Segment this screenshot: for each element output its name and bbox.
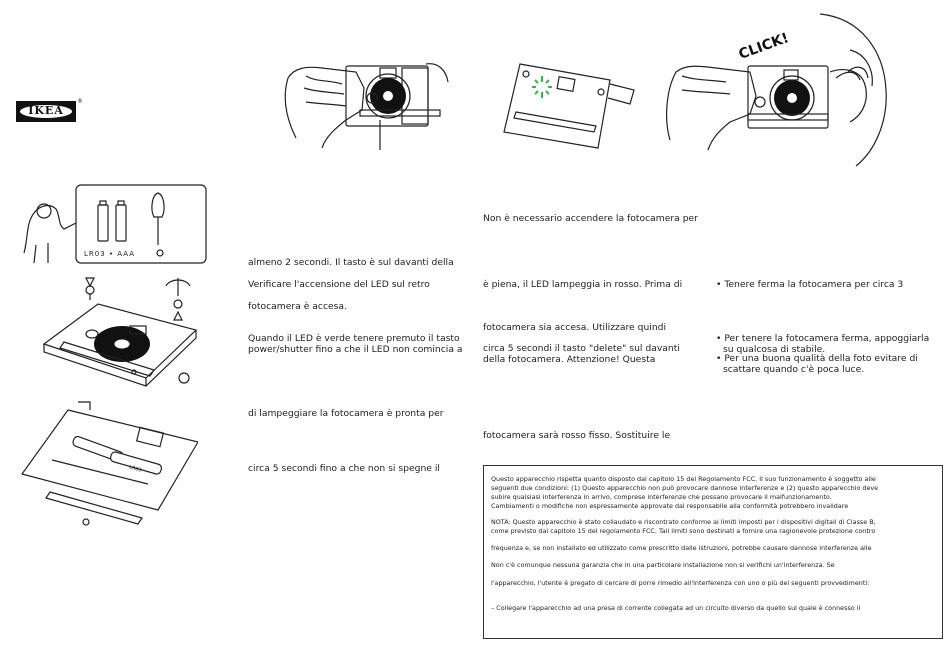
bullet-3: • Per una buona qualità della foto evitare di	[716, 353, 918, 364]
left-paragraph-6: circa 5 secondi fino a che non si spegne il	[248, 463, 440, 474]
battery-small-label: LR03	[128, 464, 143, 474]
bullet-2: • Per tenere la fotocamera ferma, appoggiarla	[716, 333, 930, 344]
left-paragraph-4b: power/shutter fino a che il LED non comincia a	[248, 344, 463, 355]
left-paragraph-2: Verificare l'accensione del LED sul retro	[248, 279, 430, 290]
registered-mark: ®	[77, 98, 83, 105]
illustration-hold-camera-front	[276, 58, 452, 150]
mid-paragraph-1: Non è necessario accendere la fotocamera per	[483, 213, 698, 224]
illustration-camera-back-led	[498, 62, 640, 152]
fcc-line-10: – Collegare l'apparecchio ad una presa di corrente collegata ad un circuito diverso da quello sul quale è connesso il	[491, 604, 861, 612]
bullet-2-cont: su qualcosa di stabile.	[723, 344, 826, 355]
logo-text: IKEA	[28, 104, 64, 117]
left-paragraph-1: almeno 2 secondi. Il tasto è sul davanti della	[248, 257, 454, 268]
bullet-1-text: Tenere ferma la fotocamera per circa 3	[724, 279, 904, 290]
illustration-remove-screws	[38, 266, 203, 402]
fcc-line-3: subire qualsiasi interferenza in arrivo, comprese interferenze che possano provocare il malfunzionamento.	[491, 493, 832, 501]
bullet-2-text: Per tenere la fotocamera ferma, appoggiarla	[724, 333, 930, 344]
illustration-taking-photo	[660, 10, 910, 170]
fcc-line-1: Questo apparecchio rispetta quanto disposto dal capitolo 15 del Regolamento FCC. Il suo funzionamento è soggetto alle	[491, 475, 876, 483]
mid-paragraph-3: fotocamera sia accesa. Utilizzare quindi	[483, 322, 667, 333]
mid-paragraph-2: è piena, il LED lampeggia in rosso. Prima di	[483, 279, 683, 290]
fcc-line-4: Cambiamenti o modifiche non espressamente approvate dal responsabile alla conformità potrebbero invalidare	[491, 502, 849, 510]
fcc-notice-box	[483, 465, 943, 639]
ikea-logo	[16, 101, 76, 122]
fcc-line-9: l'apparecchio, l'utente è pregato di cercare di porre rimedio all'interferenza con uno o più dei seguenti provvedimenti:	[491, 579, 870, 587]
mid-paragraph-4b: della fotocamera. Attenzione! Questa	[483, 354, 656, 365]
fcc-line-2: seguenti due condizioni: (1) Questo apparecchio non può provocare dannose interferenze e (2) questo apparecchio deve	[491, 484, 879, 492]
bullet-3-cont: scattare quando c'è poca luce.	[723, 364, 865, 375]
bullet-1: • Tenere ferma la fotocamera per circa 3	[716, 279, 904, 290]
illustration-insert-batteries	[18, 400, 198, 526]
mid-paragraph-4a: circa 5 secondi il tasto "delete" sul davanti	[483, 343, 680, 354]
left-paragraph-4a: Quando il LED è verde tenere premuto il tasto	[248, 333, 460, 344]
left-paragraph-3: fotocamera è accesa.	[248, 301, 347, 312]
fcc-line-6: come previsto dal capitolo 15 del regolamento FCC. Tali limiti sono destinati a fornire una ragionevole protezione contro	[491, 527, 876, 535]
click-label: CLICK!	[736, 30, 791, 63]
bullet-3-text: Per una buona qualità della foto evitare di	[724, 353, 918, 364]
mid-paragraph-5: fotocamera sarà rosso fisso. Sostituire le	[483, 430, 671, 441]
left-paragraph-5: di lampeggiare la fotocamera è pronta per	[248, 408, 444, 419]
fcc-line-8: Non c'è comunque nessuna garanzia che in una particolare installazione non si verifichi un'interferenza. Se	[491, 561, 835, 569]
fcc-line-7: frequenza e, se non installato ed utilizzato come prescritto dalle istruzioni, potrebbe causare dannose interferenze alle	[491, 544, 872, 552]
fcc-line-5: NOTA: Questo apparecchio è stato collaudato e riscontrato conforme ai limiti imposti per i dispositivi digitali di Classe B,	[491, 518, 876, 526]
battery-spec-label: LR03 • AAA	[84, 250, 136, 258]
